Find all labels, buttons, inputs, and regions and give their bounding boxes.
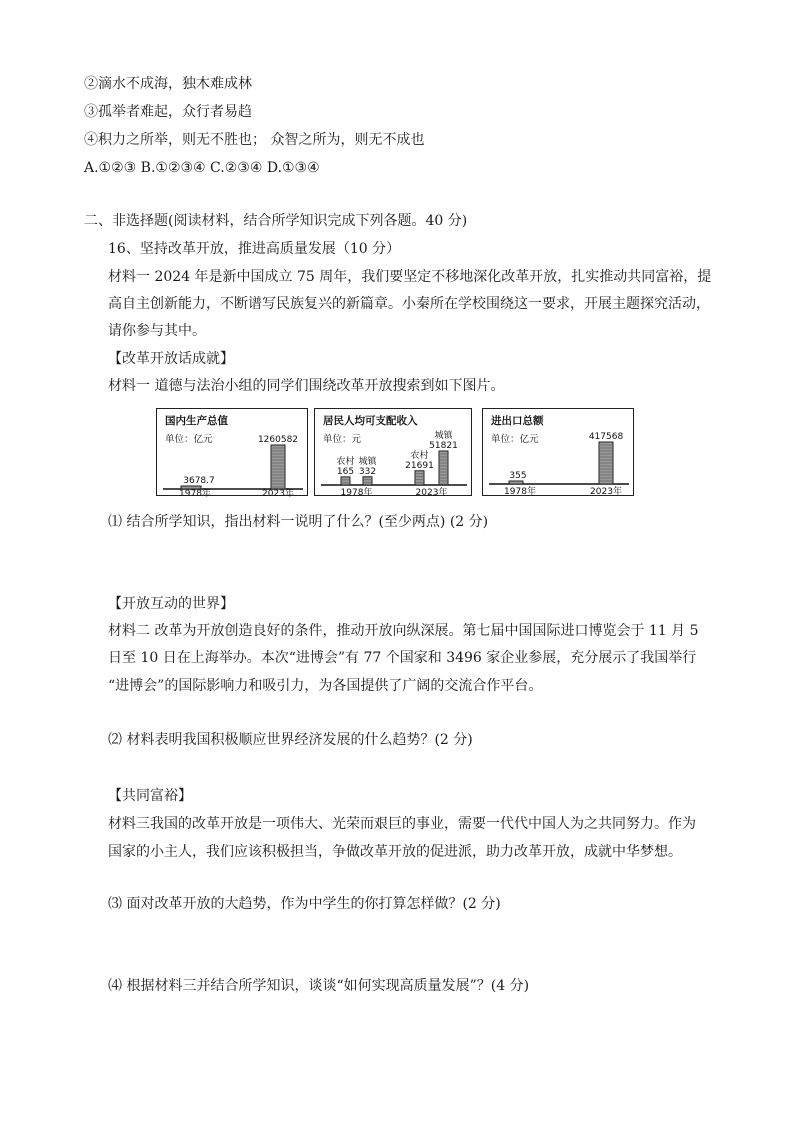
bar-0 bbox=[509, 481, 523, 484]
chart-trade bbox=[482, 408, 634, 496]
chart-title: 居民人均可支配收入 bbox=[323, 415, 418, 427]
data-label: 417568 bbox=[588, 432, 624, 442]
part1-text: 材料一 道德与法治小组的同学们围绕改革开放搜索到如下图片。 bbox=[108, 378, 505, 394]
bar-1 bbox=[271, 445, 285, 489]
question-16-title: 16、坚持改革开放，推进高质量发展（10 分） bbox=[108, 241, 401, 257]
material-intro-line-3: 请你参与其中。 bbox=[108, 323, 206, 339]
series-label: 农村 bbox=[410, 450, 429, 461]
part2-title: 【开放互动的世界】 bbox=[108, 596, 234, 612]
part1-title: 【改革开放话成就】 bbox=[108, 351, 234, 367]
series-label: 城镇 bbox=[434, 431, 453, 441]
question-2: ⑵ 材料表明我国积极顺应世界经济发展的什么趋势？(2 分) bbox=[108, 732, 473, 748]
bar-城镇-0 bbox=[363, 477, 372, 485]
tick-label: 1978年 bbox=[340, 488, 373, 497]
part2-line-1: 材料二 改革为开放创造良好的条件，推动开放向纵深展。第七届中国国际进口博览会于 11 月 5 bbox=[108, 623, 699, 639]
data-label: 21691 bbox=[405, 460, 434, 471]
part3-title: 【共同富裕】 bbox=[108, 788, 192, 804]
chart-title: 国内生产总值 bbox=[165, 415, 228, 427]
option-2: ②滴水不成海，独木难成林 bbox=[84, 76, 252, 92]
material-intro-line-2: 高自主创新能力，不断谱写民族复兴的新篇章。小秦所在学校围绕这一要求，开展主题探究活动， bbox=[108, 296, 710, 312]
data-label: 1260582 bbox=[257, 435, 299, 445]
data-label: 355 bbox=[509, 471, 527, 481]
tick-label: 2023年 bbox=[590, 487, 622, 497]
tick-label: 2023年 bbox=[415, 488, 448, 497]
part3-line-1: 材料三我国的改革开放是一项伟大、光荣而艰巨的事业，需要一代代中国人为之共同努力。作为 bbox=[108, 816, 696, 832]
chart-unit: 单位：亿元 bbox=[165, 434, 213, 445]
part2-line-3: “进博会”的国际影响力和吸引力，为各国提供了广阔的交流合作平台。 bbox=[108, 678, 543, 694]
chart-title: 进出口总额 bbox=[491, 415, 544, 427]
data-label: 165 bbox=[336, 466, 355, 477]
question-3: ⑶ 面对改革开放的大趋势，作为中学生的你打算怎样做？(2 分) bbox=[108, 896, 501, 912]
chart-gdp-svg bbox=[157, 409, 309, 497]
question-4: ⑷ 根据材料三并结合所学知识，谈谈“如何实现高质量发展”？(4 分) bbox=[108, 978, 530, 994]
option-3: ③孤举者难起，众行者易趋 bbox=[84, 104, 252, 120]
series-label: 城镇 bbox=[358, 456, 377, 467]
data-label: 3678.7 bbox=[183, 476, 215, 486]
data-label: 332 bbox=[358, 466, 377, 477]
question-1: ⑴ 结合所学知识，指出材料一说明了什么？(至少两点) (2 分) bbox=[108, 514, 489, 530]
bar-城镇-1 bbox=[439, 451, 448, 485]
chart-income-svg bbox=[315, 409, 473, 497]
part2-line-2: 日至 10 日在上海举办。本次“进博会”有 77 个国家和 3496 家企业参展，充分展示了我国举行 bbox=[108, 650, 697, 666]
chart-income bbox=[314, 408, 472, 496]
series-label: 农村 bbox=[336, 456, 355, 467]
chart-gdp bbox=[156, 408, 308, 496]
chart-trade-svg bbox=[483, 409, 635, 497]
tick-label: 1978年 bbox=[179, 489, 211, 497]
chart-unit: 单位：亿元 bbox=[491, 434, 539, 445]
option-4: ④积力之所举，则无不胜也； 众智之所为，则无不成也 bbox=[84, 132, 425, 148]
material-intro-line-1: 材料一 2024 年是新中国成立 75 周年，我们要坚定不移地深化改革开放，扎实推动共同富裕，提 bbox=[108, 269, 712, 285]
bar-农村-0 bbox=[341, 477, 350, 485]
section-heading: 二、非选择题(阅读材料，结合所学知识完成下列各题。40 分) bbox=[84, 213, 468, 229]
part3-line-2: 国家的小主人，我们应该积极担当，争做改革开放的促进派，助力改革开放，成就中华梦想。 bbox=[108, 844, 682, 860]
data-label: 51821 bbox=[429, 441, 458, 451]
answer-choices: A.①②③ B.①②③④ C.②③④ D.①③④ bbox=[84, 160, 320, 176]
tick-label: 2023年 bbox=[262, 489, 294, 497]
tick-label: 1978年 bbox=[504, 487, 536, 497]
chart-unit: 单位：元 bbox=[323, 434, 362, 445]
